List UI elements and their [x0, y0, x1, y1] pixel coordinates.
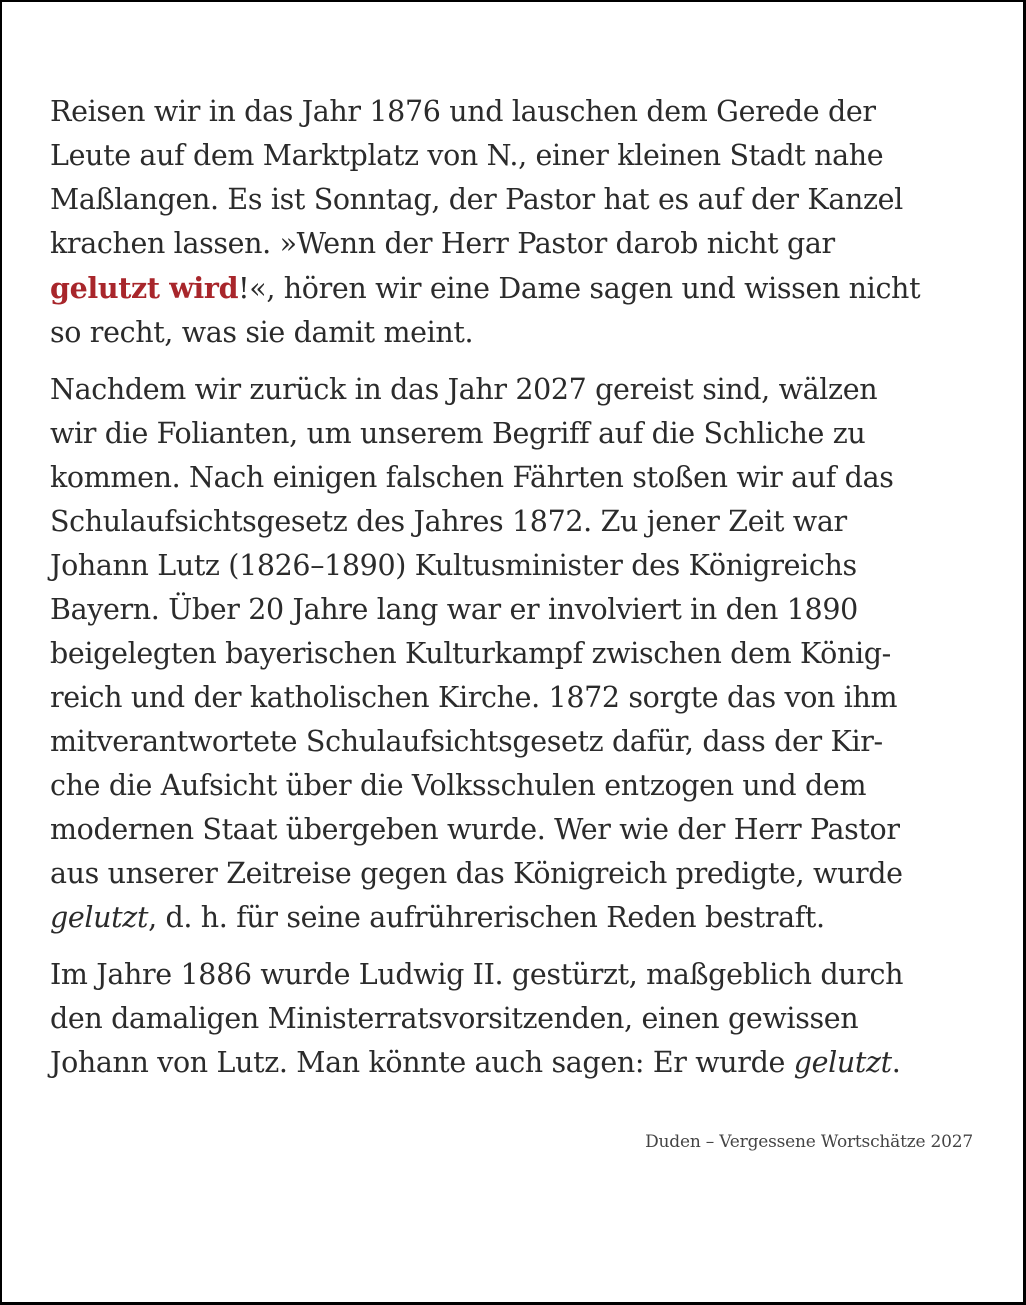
- text-segment: reich und der katholischen Kirche. 1872 sorgte das von ihm: [50, 681, 898, 714]
- paragraph: [50, 368, 990, 940]
- paragraph: [50, 90, 990, 355]
- text-line: [50, 311, 990, 355]
- text-segment: mitverantwortete Schulaufsichtsgesetz dafür, dass der Kir-: [50, 725, 883, 758]
- text-line: [50, 896, 990, 940]
- text-line: [50, 500, 990, 544]
- text-segment: so recht, was sie damit meint.: [50, 316, 474, 349]
- text-segment: Johann Lutz (1826–1890) Kultusminister des Königreichs: [50, 549, 857, 582]
- text-segment: .: [891, 1046, 901, 1079]
- text-segment: , d. h. für seine aufrührerischen Reden bestraft.: [148, 901, 825, 934]
- text-segment: Reisen wir in das Jahr 1876 und lauschen dem Gerede der: [50, 95, 876, 128]
- text-line: [50, 544, 990, 588]
- text-line: [50, 953, 990, 997]
- text-segment: kommen. Nach einigen falschen Fährten stoßen wir auf das: [50, 461, 894, 494]
- text-line: [50, 1041, 990, 1085]
- text-line: [50, 764, 990, 808]
- text-line: [50, 808, 990, 852]
- text-segment: Nachdem wir zurück in das Jahr 2027 gereist sind, wälzen: [50, 373, 878, 406]
- text-segment: wir die Folianten, um unserem Begriff auf die Schliche zu: [50, 417, 866, 450]
- text-line: [50, 222, 990, 266]
- text-segment: che die Aufsicht über die Volksschulen entzogen und dem: [50, 769, 867, 802]
- text-line: [50, 134, 990, 178]
- text-line: [50, 588, 990, 632]
- text-line: [50, 90, 990, 134]
- text-segment: modernen Staat übergeben wurde. Wer wie der Herr Pastor: [50, 813, 900, 846]
- text-line: [50, 720, 990, 764]
- text-line: [50, 676, 990, 720]
- text-segment: aus unserer Zeitreise gegen das Königreich predigte, wurde: [50, 857, 903, 890]
- text-line: [50, 852, 990, 896]
- text-line: [50, 266, 990, 311]
- text-segment: Johann von Lutz. Man könnte auch sagen: Er wurde: [50, 1046, 794, 1079]
- text-line: [50, 368, 990, 412]
- text-line: [50, 178, 990, 222]
- text-segment: Bayern. Über 20 Jahre lang war er involviert in den 1890: [50, 593, 858, 626]
- text-segment: den damaligen Ministerratsvorsitzenden, einen gewissen: [50, 1002, 859, 1035]
- text-line: [50, 632, 990, 676]
- italic-term: gelutzt: [793, 1046, 892, 1079]
- footer-credit: Duden – Vergessene Wortschätze 2027: [645, 1132, 973, 1152]
- text-segment: Im Jahre 1886 wurde Ludwig II. gestürzt, maßgeblich durch: [50, 958, 904, 991]
- text-segment: Schulaufsichtsgesetz des Jahres 1872. Zu jener Zeit war: [50, 505, 847, 538]
- text-line: [50, 412, 990, 456]
- text-line: [50, 997, 990, 1041]
- text-segment: Maßlangen. Es ist Sonntag, der Pastor hat es auf der Kanzel: [50, 183, 903, 216]
- article-text: [50, 90, 990, 1085]
- text-segment: beigelegten bayerischen Kulturkampf zwischen dem König-: [50, 637, 891, 670]
- italic-term: gelutzt: [50, 901, 149, 934]
- text-segment: Leute auf dem Marktplatz von N., einer kleinen Stadt nahe: [50, 139, 884, 172]
- text-line: [50, 456, 990, 500]
- text-segment: krachen lassen. »Wenn der Herr Pastor darob nicht gar: [50, 227, 835, 260]
- paragraph: [50, 953, 990, 1085]
- text-segment: !«, hören wir eine Dame sagen und wissen nicht: [238, 272, 921, 305]
- highlighted-term: gelutzt wird: [50, 271, 239, 305]
